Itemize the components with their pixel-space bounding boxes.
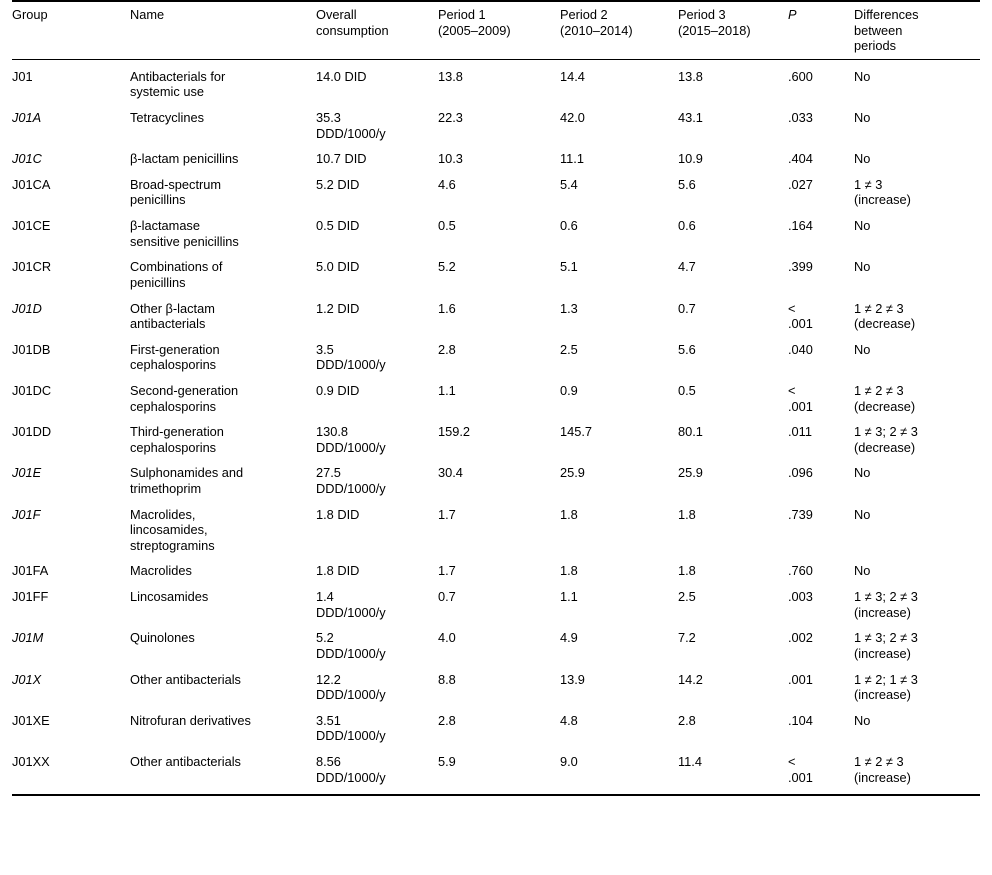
cell-period3: 11.4 — [678, 749, 788, 795]
cell-p-value: .001 — [788, 671, 813, 687]
cell-period2: 4.9 — [560, 630, 578, 646]
cell-period2: 14.4 — [560, 68, 585, 84]
cell-overall: 8.56 DDD/1000/y — [316, 749, 438, 795]
cell-differences: No — [854, 506, 871, 522]
cell-overall: 10.7 DID — [316, 151, 367, 167]
cell-differences: No — [854, 151, 871, 167]
cell-overall: 130.8 DDD/1000/y — [316, 424, 386, 455]
cell-overall: 3.51 DDD/1000/y — [316, 712, 386, 744]
cell-differences: No — [854, 110, 871, 126]
cell-group: J01FF — [12, 589, 49, 605]
cell-name: Quinolones — [130, 630, 195, 646]
table-header-row — [12, 1, 980, 59]
table-row — [12, 146, 980, 172]
cell-period3: 10.9 — [678, 151, 703, 167]
cell-overall: 5.2 DDD/1000/y — [316, 630, 386, 661]
cell-name: Tetracyclines — [130, 110, 204, 126]
cell-period1: 2.8 — [438, 712, 456, 728]
cell-differences: No — [854, 68, 871, 84]
cell-period2: 145.7 — [560, 424, 593, 440]
cell-group: J01XX — [12, 749, 130, 795]
cell-period1: 159.2 — [438, 424, 471, 440]
table-row — [12, 558, 980, 584]
cell-period3: 2.8 — [678, 712, 696, 728]
cell-period1: 13.8 — [438, 68, 463, 84]
cell-period3: 5.6 — [678, 176, 696, 192]
cell-overall: 1.2 DID — [316, 300, 360, 316]
table-row — [12, 59, 980, 105]
cell-overall: 14.0 DID — [316, 68, 367, 84]
cell-period3: 0.6 — [678, 218, 696, 234]
cell-p-value: .739 — [788, 506, 813, 522]
cell-p-value: .011 — [788, 424, 812, 440]
cell-differences: No — [854, 563, 871, 579]
cell-name: First-generation cephalosporins — [130, 341, 220, 373]
cell-group: J01DD — [12, 424, 52, 440]
cell-name: β-lactam penicillins — [130, 151, 239, 167]
table-row — [12, 460, 980, 501]
cell-differences: 1 ≠ 3; 2 ≠ 3 (increase) — [854, 589, 918, 620]
column-header-period2: Period 2 (2010–2014) — [560, 7, 633, 38]
cell-group: J01DB — [12, 341, 51, 357]
column-header-p: P — [788, 7, 797, 22]
cell-period2: 13.9 — [560, 671, 585, 687]
cell-group: J01XE — [12, 712, 50, 728]
cell-group: J01DC — [12, 382, 52, 398]
cell-period1: 2.8 — [438, 341, 456, 357]
table-row — [12, 584, 980, 625]
cell-period1: 1.7 — [438, 506, 456, 522]
cell-group: J01CE — [12, 218, 51, 234]
cell-p-value: .096 — [788, 465, 813, 481]
cell-period2: 1.1 — [560, 589, 578, 605]
cell-period1: 0.7 — [438, 589, 456, 605]
cell-period2: 5.1 — [560, 259, 578, 275]
cell-period2: 1.3 — [560, 300, 578, 316]
cell-period1: 1.6 — [438, 300, 456, 316]
cell-period2: 4.8 — [560, 712, 578, 728]
cell-overall: 5.2 DID — [316, 176, 360, 192]
cell-differences: No — [854, 259, 871, 275]
cell-name: Third-generation cephalosporins — [130, 424, 224, 455]
table-row — [12, 105, 980, 146]
cell-period1: 5.9 — [438, 749, 560, 795]
cell-differences: No — [854, 465, 871, 481]
cell-period3: 13.8 — [678, 68, 703, 84]
cell-differences: 1 ≠ 2 ≠ 3 (decrease) — [854, 300, 916, 332]
cell-period1: 22.3 — [438, 110, 463, 126]
column-header-overall: Overall consumption — [316, 7, 389, 38]
cell-name: β-lactamase sensitive penicillins — [130, 218, 239, 249]
cell-period2: 0.6 — [560, 218, 578, 234]
cell-p-value: .164 — [788, 218, 813, 234]
cell-group: J01X — [12, 671, 42, 687]
cell-overall: 5.0 DID — [316, 259, 360, 275]
cell-differences: 1 ≠ 3 (increase) — [854, 176, 911, 208]
cell-period3: 1.8 — [678, 563, 696, 579]
cell-period2: 42.0 — [560, 110, 585, 126]
cell-period1: 5.2 — [438, 259, 456, 275]
cell-differences: No — [854, 218, 871, 234]
cell-name: Lincosamides — [130, 589, 209, 605]
table-row — [12, 213, 980, 254]
cell-group: J01CR — [12, 259, 52, 275]
cell-period2: 0.9 — [560, 382, 578, 398]
table-row — [12, 667, 980, 708]
cell-overall: 35.3 DDD/1000/y — [316, 110, 386, 141]
cell-period3: 7.2 — [678, 630, 696, 646]
cell-period3: 0.5 — [678, 382, 696, 398]
table-row — [12, 419, 980, 460]
table-row — [12, 337, 980, 378]
cell-differences: No — [854, 712, 871, 728]
cell-overall: 0.5 DID — [316, 218, 360, 234]
cell-name: Broad-spectrum penicillins — [130, 176, 222, 208]
cell-group: J01C — [12, 151, 42, 167]
column-header-differences: Differences between periods — [854, 7, 919, 54]
column-header-period3: Period 3 (2015–2018) — [678, 7, 751, 38]
cell-name: Other antibacterials — [130, 749, 316, 795]
cell-period2: 5.4 — [560, 176, 578, 192]
cell-period2: 9.0 — [560, 749, 678, 795]
cell-overall: 1.4 DDD/1000/y — [316, 589, 386, 620]
cell-overall: 12.2 DDD/1000/y — [316, 671, 386, 703]
cell-period1: 1.1 — [438, 382, 456, 398]
cell-name: Other antibacterials — [130, 671, 241, 687]
cell-name: Macrolides, lincosamides, streptogramins — [130, 506, 215, 553]
cell-period1: 4.0 — [438, 630, 456, 646]
cell-p-value: .027 — [788, 176, 813, 192]
antibacterial-consumption-table — [12, 0, 980, 796]
cell-p-value: .600 — [788, 68, 813, 84]
table-row — [12, 172, 980, 213]
table-row — [12, 254, 980, 295]
cell-group: J01A — [12, 110, 42, 126]
cell-period2: 25.9 — [560, 465, 585, 481]
cell-group: J01 — [12, 68, 33, 84]
cell-overall: 1.8 DID — [316, 506, 360, 522]
cell-period3: 14.2 — [678, 671, 703, 687]
cell-differences: No — [854, 341, 871, 357]
table-row — [12, 708, 980, 749]
cell-overall: 0.9 DID — [316, 382, 360, 398]
cell-p-value: < .001 — [788, 749, 854, 795]
table-header — [12, 1, 980, 59]
cell-period2: 11.1 — [560, 151, 584, 167]
cell-overall: 1.8 DID — [316, 563, 360, 579]
cell-name: Macrolides — [130, 563, 192, 579]
cell-group: J01CA — [12, 176, 51, 192]
column-header-group: Group — [12, 7, 48, 22]
cell-overall: 27.5 DDD/1000/y — [316, 465, 386, 497]
cell-differences: 1 ≠ 2; 1 ≠ 3 (increase) — [854, 671, 918, 703]
cell-p-value: .104 — [788, 712, 813, 728]
column-header-period1: Period 1 (2005–2009) — [438, 7, 511, 38]
cell-differences: 1 ≠ 3; 2 ≠ 3 (increase) — [854, 630, 918, 661]
cell-period3: 2.5 — [678, 589, 696, 605]
cell-group: J01F — [12, 506, 41, 522]
cell-period1: 1.7 — [438, 563, 456, 579]
cell-period3: 0.7 — [678, 300, 696, 316]
cell-period1: 10.3 — [438, 151, 463, 167]
cell-overall: 3.5 DDD/1000/y — [316, 341, 386, 373]
cell-name: Combinations of penicillins — [130, 259, 223, 290]
cell-p-value: .003 — [788, 589, 813, 605]
cell-period1: 4.6 — [438, 176, 456, 192]
table-row — [12, 502, 980, 559]
cell-group: J01E — [12, 465, 42, 481]
cell-period3: 5.6 — [678, 341, 696, 357]
cell-p-value: .760 — [788, 563, 813, 579]
table-row — [12, 749, 980, 795]
cell-group: J01M — [12, 630, 44, 646]
cell-period3: 25.9 — [678, 465, 703, 481]
cell-p-value: < .001 — [788, 382, 813, 414]
cell-name: Second-generation cephalosporins — [130, 382, 239, 414]
cell-name: Nitrofuran derivatives — [130, 712, 251, 728]
cell-p-value: < .001 — [788, 300, 813, 332]
cell-period3: 43.1 — [678, 110, 703, 126]
cell-p-value: .040 — [788, 341, 813, 357]
cell-period1: 0.5 — [438, 218, 456, 234]
table-row — [12, 296, 980, 337]
cell-period3: 80.1 — [678, 424, 703, 440]
cell-period3: 1.8 — [678, 506, 696, 522]
cell-p-value: .399 — [788, 259, 813, 275]
cell-p-value: .002 — [788, 630, 813, 646]
cell-period2: 2.5 — [560, 341, 578, 357]
cell-p-value: .404 — [788, 151, 813, 167]
cell-period1: 8.8 — [438, 671, 456, 687]
cell-period2: 1.8 — [560, 563, 578, 579]
cell-name: Antibacterials for systemic use — [130, 68, 226, 100]
table-row — [12, 378, 980, 419]
column-header-name: Name — [130, 7, 165, 22]
cell-period1: 30.4 — [438, 465, 463, 481]
cell-group: J01FA — [12, 563, 49, 579]
cell-differences: 1 ≠ 2 ≠ 3 (increase) — [854, 749, 980, 795]
cell-p-value: .033 — [788, 110, 813, 126]
cell-period2: 1.8 — [560, 506, 578, 522]
table-body — [12, 59, 980, 795]
cell-period3: 4.7 — [678, 259, 696, 275]
cell-group: J01D — [12, 300, 42, 316]
cell-differences: 1 ≠ 2 ≠ 3 (decrease) — [854, 382, 916, 414]
cell-name: Other β-lactam antibacterials — [130, 300, 215, 332]
cell-name: Sulphonamides and trimethoprim — [130, 465, 244, 497]
table-row — [12, 625, 980, 666]
cell-differences: 1 ≠ 3; 2 ≠ 3 (decrease) — [854, 424, 918, 455]
